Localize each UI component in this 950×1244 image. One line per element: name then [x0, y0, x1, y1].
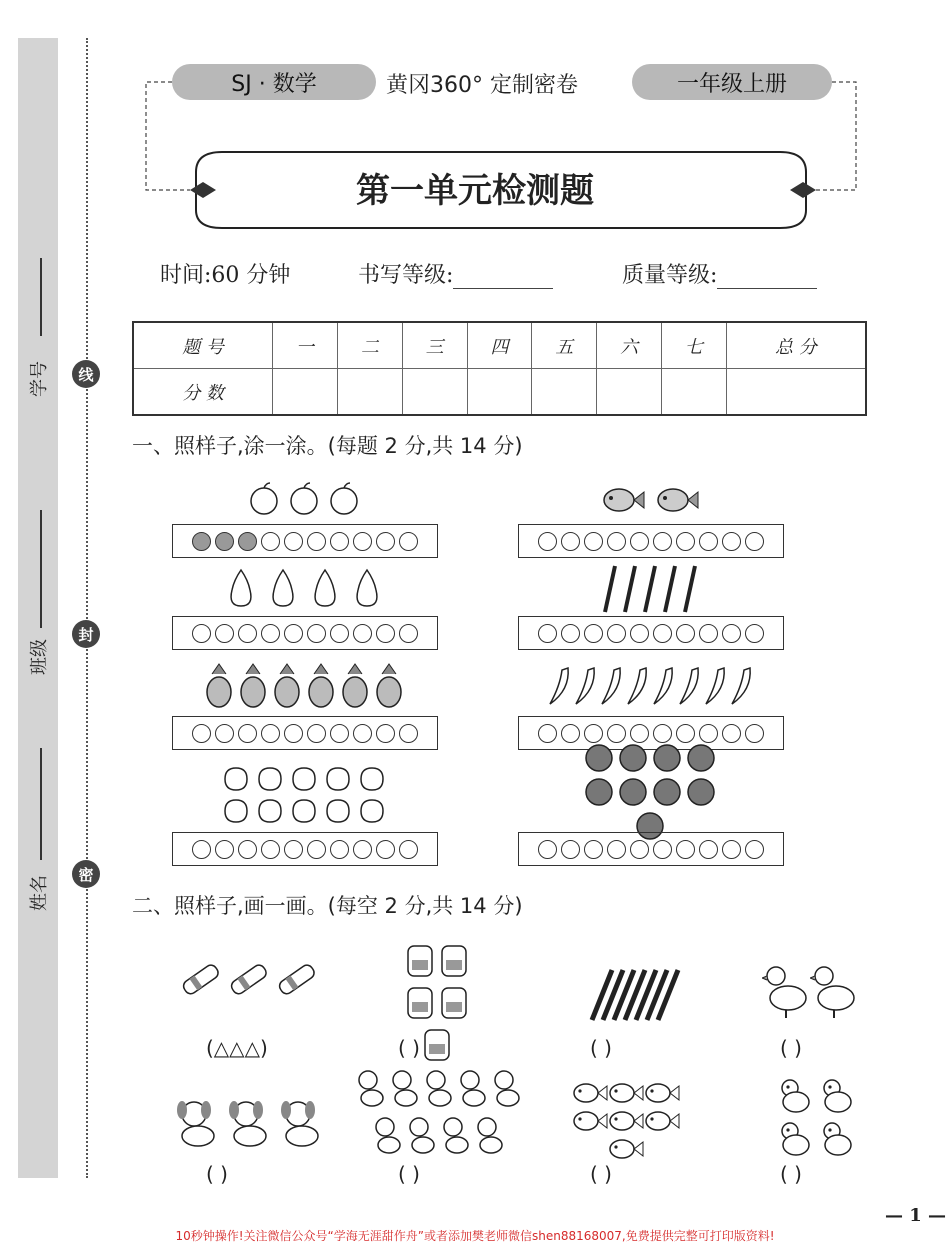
- answer-blank[interactable]: ( ): [780, 1036, 802, 1060]
- answer-circle[interactable]: [284, 624, 303, 643]
- pineapple-icon: [306, 662, 336, 708]
- answer-circle[interactable]: [399, 724, 418, 743]
- peach-icon: [221, 794, 251, 824]
- answer-circle[interactable]: [630, 532, 649, 551]
- pencil-icon: [621, 564, 639, 614]
- pineapple-icon: [340, 662, 370, 708]
- answer-circle[interactable]: [307, 840, 326, 859]
- answer-circle[interactable]: [699, 624, 718, 643]
- answer-circle[interactable]: [561, 840, 580, 859]
- section1-title: 一、照样子,涂一涂。(每题 2 分,共 14 分): [132, 434, 523, 458]
- table-cell: 一: [273, 322, 338, 369]
- fish-group: [518, 480, 782, 520]
- answer-circle[interactable]: [238, 532, 257, 551]
- chick-icon: [776, 1119, 816, 1159]
- answer-circle[interactable]: [399, 532, 418, 551]
- table-cell: 分 数: [133, 369, 273, 416]
- table-cell: 五: [532, 322, 597, 369]
- dog-icon: [354, 1068, 386, 1108]
- answer-circle[interactable]: [676, 724, 695, 743]
- answer-circle[interactable]: [215, 724, 234, 743]
- answer-circle[interactable]: [238, 840, 257, 859]
- answer-circle[interactable]: [307, 724, 326, 743]
- name-blank[interactable]: [40, 748, 42, 860]
- answer-circle[interactable]: [376, 724, 395, 743]
- answer-circle[interactable]: [607, 624, 626, 643]
- time-label: 时间:60 分钟: [160, 263, 291, 288]
- pencil-icon: [601, 564, 619, 614]
- answer-circle[interactable]: [330, 724, 349, 743]
- peach-icon: [357, 762, 387, 792]
- table-cell: 七: [662, 322, 727, 369]
- score-cell[interactable]: [662, 369, 727, 416]
- peach-icon: [289, 762, 319, 792]
- answer-circle[interactable]: [607, 532, 626, 551]
- answer-blank[interactable]: ( ): [590, 1162, 612, 1186]
- dogs-group: [350, 1068, 526, 1158]
- dog-icon: [473, 1115, 505, 1155]
- fish-icon: [608, 1108, 644, 1134]
- backpack-icon: [404, 980, 436, 1020]
- quality-grade-blank[interactable]: [717, 288, 817, 289]
- count-bar-watermelons: [518, 832, 784, 866]
- answer-blank[interactable]: ( ): [398, 1036, 420, 1060]
- crayon-icon: [178, 955, 222, 1005]
- watermelon-icon: [652, 741, 682, 773]
- answer-circle[interactable]: [538, 624, 557, 643]
- answer-circle[interactable]: [284, 532, 303, 551]
- answer-circle[interactable]: [215, 624, 234, 643]
- answer-circle[interactable]: [399, 840, 418, 859]
- chick-icon: [818, 1119, 858, 1159]
- answer-circle[interactable]: [538, 724, 557, 743]
- chili-icon: [650, 664, 676, 708]
- puppies-group: [172, 1094, 332, 1150]
- peach-icon: [255, 794, 285, 824]
- fish-icon: [608, 1136, 644, 1162]
- seal-seal-badge: 封: [72, 620, 100, 648]
- score-cell[interactable]: [726, 369, 866, 416]
- chick-icon: [818, 1076, 858, 1116]
- score-cell[interactable]: [273, 369, 338, 416]
- grade-pill: 一年级上册: [632, 64, 832, 100]
- answer-circle[interactable]: [376, 532, 395, 551]
- chili-icon: [598, 664, 624, 708]
- count-bar-pencils: [518, 616, 784, 650]
- answer-circle[interactable]: [330, 532, 349, 551]
- count-bar-chilis: [518, 716, 784, 750]
- dog-icon: [456, 1068, 488, 1108]
- writing-grade-label: 书写等级:: [358, 263, 454, 288]
- answer-circle[interactable]: [653, 624, 672, 643]
- pear-icon: [266, 566, 300, 608]
- answer-circle[interactable]: [353, 532, 372, 551]
- watermelon-icon: [652, 775, 682, 807]
- apples-group: [172, 480, 436, 520]
- answer-circle[interactable]: [353, 724, 372, 743]
- pencils-group: [518, 564, 782, 614]
- answer-circle[interactable]: [745, 724, 764, 743]
- score-table-score-row: [133, 369, 866, 416]
- score-cell[interactable]: [532, 369, 597, 416]
- dog-icon: [422, 1068, 454, 1108]
- answer-circle[interactable]: [699, 724, 718, 743]
- peach-icon: [255, 762, 285, 792]
- answer-circle[interactable]: [330, 840, 349, 859]
- count-bar-pineapples: [172, 716, 438, 750]
- chili-icon: [702, 664, 728, 708]
- answer-circle[interactable]: [630, 624, 649, 643]
- footer-promo: 10秒钟操作!关注微信公众号“学海无涯甜作舟”或者添加樊老师微信shen88168007,免费提供完整可打印版资料!: [175, 1229, 775, 1243]
- seal-secret-badge: 密: [72, 860, 100, 888]
- crayons-group: [178, 955, 328, 1005]
- backpack-icon: [438, 938, 470, 978]
- answer-circle[interactable]: [238, 624, 257, 643]
- class-label: 班级: [29, 639, 50, 675]
- answer-circle[interactable]: [330, 624, 349, 643]
- apple-icon: [288, 480, 320, 516]
- answer-circle[interactable]: [699, 532, 718, 551]
- watermelon-icon: [618, 741, 648, 773]
- answer-circle[interactable]: [699, 840, 718, 859]
- apple-icon: [328, 480, 360, 516]
- count-bar-peaches: [172, 832, 438, 866]
- answer-circle[interactable]: [261, 840, 280, 859]
- apple-icon: [248, 480, 280, 516]
- quality-grade: [622, 258, 817, 289]
- fish-icon: [572, 1108, 608, 1134]
- score-cell[interactable]: [337, 369, 402, 416]
- answer-circle[interactable]: [376, 840, 395, 859]
- watermelon-icon: [686, 775, 716, 807]
- peaches-group: [172, 760, 436, 826]
- chili-icon: [624, 664, 650, 708]
- chick-icon: [776, 1076, 816, 1116]
- answer-circle[interactable]: [607, 840, 626, 859]
- answer-circle[interactable]: [192, 532, 211, 551]
- sticks-group: [586, 968, 682, 1024]
- chili-icon: [546, 664, 572, 708]
- pears-group: [172, 566, 436, 610]
- score-cell[interactable]: [467, 369, 532, 416]
- fish-icon: [644, 1080, 680, 1106]
- section2-title: 二、照样子,画一画。(每空 2 分,共 14 分): [132, 894, 523, 918]
- answer-circle[interactable]: [399, 624, 418, 643]
- watermelon-icon: [584, 775, 614, 807]
- fish-icon: [644, 1108, 680, 1134]
- answer-circle[interactable]: [307, 624, 326, 643]
- table-cell: 四: [467, 322, 532, 369]
- series-title: 黄冈360° 定制密卷: [386, 73, 578, 98]
- dog-icon: [388, 1068, 420, 1108]
- answer-circle[interactable]: [745, 840, 764, 859]
- answer-circle[interactable]: [630, 840, 649, 859]
- name-label: 姓名: [29, 875, 50, 911]
- pencil-icon: [641, 564, 659, 614]
- peach-icon: [323, 762, 353, 792]
- dog-icon: [371, 1115, 403, 1155]
- writing-grade-blank[interactable]: [453, 288, 553, 289]
- puppy-icon: [172, 1094, 222, 1148]
- score-table: [132, 321, 867, 416]
- watermelon-icon: [686, 741, 716, 773]
- fish-icon: [601, 480, 645, 516]
- pear-icon: [350, 566, 384, 608]
- answer-circle[interactable]: [284, 840, 303, 859]
- dog-icon: [405, 1115, 437, 1155]
- answer-circle[interactable]: [630, 724, 649, 743]
- answer-circle[interactable]: [653, 532, 672, 551]
- student-no-label: 学号: [29, 361, 50, 397]
- count-bar-pears: [172, 616, 438, 650]
- pencil-icon: [661, 564, 679, 614]
- count-bar-apples: [172, 524, 438, 558]
- backpacks-group: [372, 938, 502, 1026]
- table-cell: 三: [402, 322, 467, 369]
- ducks-group: [762, 962, 862, 1024]
- answer-circle[interactable]: [376, 624, 395, 643]
- answer-circle[interactable]: [561, 724, 580, 743]
- score-cell[interactable]: [597, 369, 662, 416]
- page-number: — 1 —: [884, 1205, 946, 1226]
- puppy-icon: [224, 1094, 274, 1148]
- pineapple-icon: [374, 662, 404, 708]
- header-row: [172, 64, 852, 100]
- peach-icon: [289, 794, 319, 824]
- answer-circle[interactable]: [538, 840, 557, 859]
- chili-icon: [572, 664, 598, 708]
- table-cell: 六: [597, 322, 662, 369]
- answer-circle[interactable]: [284, 724, 303, 743]
- answer-circle[interactable]: [538, 532, 557, 551]
- answer-blank[interactable]: ( ): [398, 1162, 420, 1186]
- answer-circle[interactable]: [261, 724, 280, 743]
- table-cell: 总 分: [726, 322, 866, 369]
- chili-icon: [728, 664, 754, 708]
- answer-circle[interactable]: [561, 624, 580, 643]
- stick-icon: [586, 968, 682, 1024]
- pencil-icon: [681, 564, 699, 614]
- crayon-icon: [274, 955, 318, 1005]
- answer-circle[interactable]: [607, 724, 626, 743]
- answer-circle[interactable]: [745, 532, 764, 551]
- answer-circle[interactable]: [238, 724, 257, 743]
- answer-blank[interactable]: ( ): [780, 1162, 802, 1186]
- score-cell[interactable]: [402, 369, 467, 416]
- answer-circle[interactable]: [261, 624, 280, 643]
- table-cell: 题 号: [133, 322, 273, 369]
- answer-circle[interactable]: [653, 724, 672, 743]
- pear-icon: [308, 566, 342, 608]
- answer-circle[interactable]: [676, 840, 695, 859]
- peach-icon: [221, 762, 251, 792]
- crayon-icon: [226, 955, 270, 1005]
- pineapple-icon: [238, 662, 268, 708]
- fish-icon: [608, 1080, 644, 1106]
- fishes-group: [550, 1080, 702, 1142]
- answer-circle[interactable]: [215, 532, 234, 551]
- duck-icon: [762, 962, 808, 1022]
- answer-circle[interactable]: [192, 724, 211, 743]
- answer-circle[interactable]: [561, 532, 580, 551]
- chilis-group: [518, 664, 782, 710]
- fish-icon: [572, 1080, 608, 1106]
- answer-circle[interactable]: [722, 724, 741, 743]
- seal-line-badge: 线: [72, 360, 100, 388]
- puppy-icon: [276, 1094, 326, 1148]
- answer-circle[interactable]: [676, 532, 695, 551]
- answer-circle[interactable]: [676, 624, 695, 643]
- answer-circle[interactable]: [584, 724, 603, 743]
- answer-circle[interactable]: [722, 840, 741, 859]
- writing-grade: [358, 258, 553, 289]
- answer-example: (△△△): [206, 1036, 268, 1060]
- answer-circle[interactable]: [192, 840, 211, 859]
- answer-circle[interactable]: [653, 840, 672, 859]
- exam-title: 第一单元检测题: [356, 171, 594, 211]
- backpack-icon: [421, 1022, 453, 1062]
- table-cell: 二: [337, 322, 402, 369]
- chicks-group: [776, 1076, 860, 1160]
- score-table-header-row: [133, 322, 866, 369]
- subject-pill: SJ · 数学: [172, 64, 376, 100]
- pineapples-group: [172, 662, 436, 710]
- answer-circle[interactable]: [215, 840, 234, 859]
- dog-icon: [490, 1068, 522, 1108]
- answer-circle[interactable]: [307, 532, 326, 551]
- student-no-blank[interactable]: [40, 258, 42, 336]
- answer-circle[interactable]: [722, 624, 741, 643]
- answer-circle[interactable]: [722, 532, 741, 551]
- backpack-icon: [404, 938, 436, 978]
- watermelon-icon: [584, 741, 614, 773]
- dog-icon: [439, 1115, 471, 1155]
- class-blank[interactable]: [40, 510, 42, 628]
- answer-circle[interactable]: [192, 624, 211, 643]
- quality-grade-label: 质量等级:: [622, 263, 718, 288]
- peach-icon: [323, 794, 353, 824]
- answer-blank[interactable]: ( ): [590, 1036, 612, 1060]
- answer-circle[interactable]: [745, 624, 764, 643]
- pineapple-icon: [272, 662, 302, 708]
- duck-icon: [810, 962, 856, 1022]
- backpack-icon: [438, 980, 470, 1020]
- answer-circle[interactable]: [584, 840, 603, 859]
- pineapple-icon: [204, 662, 234, 708]
- answer-circle[interactable]: [261, 532, 280, 551]
- fish-icon: [655, 480, 699, 516]
- watermelons-group: [518, 756, 782, 826]
- count-bar-fish: [518, 524, 784, 558]
- answer-circle[interactable]: [353, 624, 372, 643]
- answer-circle[interactable]: [584, 532, 603, 551]
- answer-blank[interactable]: ( ): [206, 1162, 228, 1186]
- chili-icon: [676, 664, 702, 708]
- answer-circle[interactable]: [353, 840, 372, 859]
- peach-icon: [357, 794, 387, 824]
- pear-icon: [224, 566, 258, 608]
- watermelon-icon: [618, 775, 648, 807]
- answer-circle[interactable]: [584, 624, 603, 643]
